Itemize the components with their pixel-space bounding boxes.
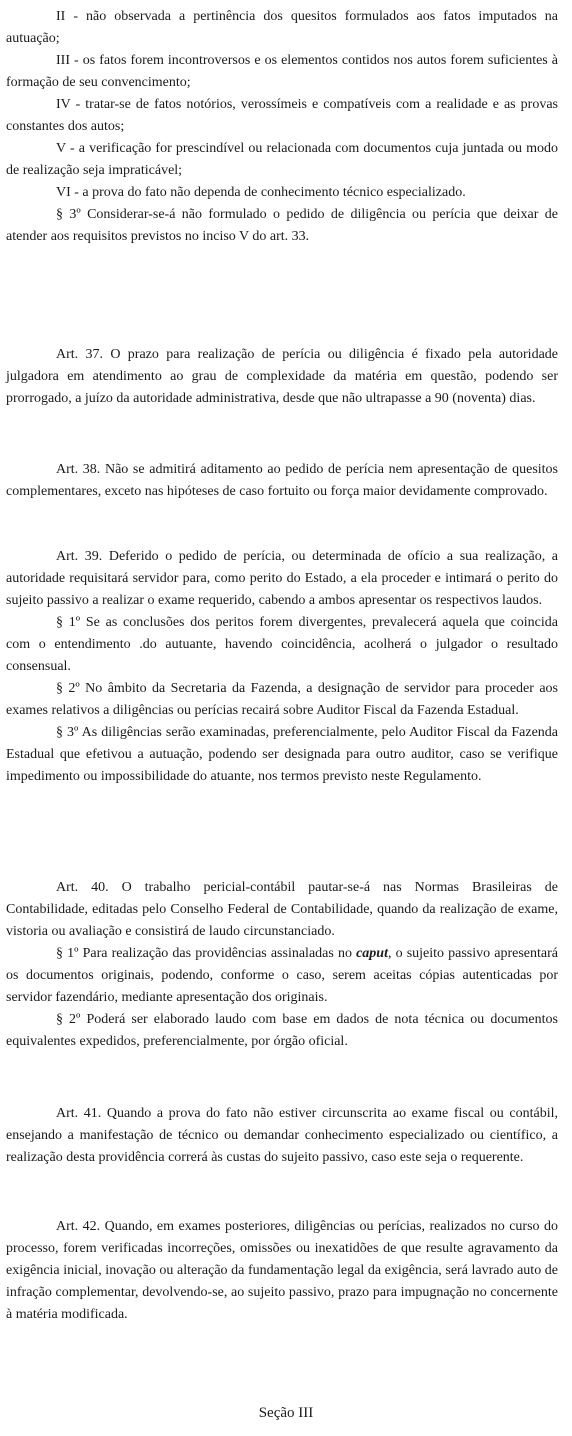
section-title: Seção III	[258, 1405, 314, 1421]
incisos-block	[6, 6, 558, 248]
inciso-ii: II - não observada a pertinência dos quesitos formulados aos fatos imputados na autuação;	[6, 9, 558, 46]
inciso-iii: III - os fatos forem incontroversos e os elementos contidos nos autos forem suficientes à formação de seu convencimento;	[6, 53, 558, 90]
art40-p1-caput: caput	[356, 946, 388, 961]
inciso-v: V - a verificação for prescindível ou relacionada com documentos cuja juntada ou modo de realização seja impraticável;	[6, 141, 558, 178]
art39-caput: Art. 39. Deferido o pedido de perícia, ou determinada de ofício a sua realização, a autoridade requisitará servidor para, como perito do Estado, a ela proceder e intimará o perito do sujeito passivo a realizar o exame requerido, cabendo a ambos apresentar os respectivos laudos.	[6, 549, 558, 608]
article-42	[6, 1216, 558, 1326]
article-40	[6, 877, 558, 1053]
art39-p3: § 3º As diligências serão examinadas, preferencialmente, pelo Auditor Fiscal da Fazenda Estadual que efetivou a autuação, podendo ser designada para outro auditor, caso se verifique impedimento ou impossibilidade do atuante, nos termos previsto neste Regulamento.	[6, 725, 558, 784]
art40-p1	[6, 943, 558, 1009]
art38-text: Art. 38. Não se admitirá aditamento ao pedido de perícia nem apresentação de quesitos complementares, exceto nas hipóteses de caso fortuito ou força maior devidamente comprovado.	[6, 462, 558, 499]
art39-p1: § 1º Se as conclusões dos peritos forem divergentes, prevalecerá aquela que coincida com o entendimento .do autuante, havendo coincidência, acolherá o julgador o resultado consensual.	[6, 615, 558, 674]
art40-caput: Art. 40. O trabalho pericial-contábil pautar-se-á nas Normas Brasileiras de Contabilidade, editadas pelo Conselho Federal de Contabilidade, quando da realização de exame, vistoria ou avaliação e consistirá de laudo circunstanciado.	[6, 880, 558, 939]
art39-p2: § 2º No âmbito da Secretaria da Fazenda, a designação de servidor para proceder aos exames relativos a diligências ou perícias recairá sobre Auditor Fiscal da Fazenda Estadual.	[6, 681, 558, 718]
art41-text: Art. 41. Quando a prova do fato não estiver circunscrita ao exame fiscal ou contábil, ensejando a manifestação de técnico ou demandar conhecimento especializado ou científico, a realização desta providência correrá às custas do sujeito passivo, caso este seja o requerente.	[6, 1106, 558, 1165]
article-41	[6, 1103, 558, 1169]
art40-p2: § 2º Poderá ser elaborado laudo com base em dados de nota técnica ou documentos equivalentes expedidos, preferencialmente, por órgão oficial.	[6, 1012, 558, 1049]
art40-p1-after: , o sujeito passivo apresentará os documentos originais, podendo, conforme o caso, serem aceitas cópias autenticadas por servidor fazendário, mediante apresentação dos originais.	[6, 946, 558, 1005]
inciso-vi: VI - a prova do fato não dependa de conhecimento técnico especializado.	[56, 185, 466, 200]
paragraph-3: § 3º Considerar-se-á não formulado o pedido de diligência ou perícia que deixar de atender aos requisitos previstos no inciso V do art. 33.	[6, 207, 558, 244]
article-38	[6, 459, 558, 503]
inciso-iv: IV - tratar-se de fatos notórios, verossímeis e compatíveis com a realidade e as provas constantes dos autos;	[6, 97, 558, 134]
art37-text: Art. 37. O prazo para realização de perícia ou diligência é fixado pela autoridade julgadora em atendimento ao grau de complexidade da matéria em questão, podendo ser prorrogado, a juízo da autoridade administrativa, desde que não ultrapasse a 90 (noventa) dias.	[6, 347, 558, 406]
art42-text: Art. 42. Quando, em exames posteriores, diligências ou perícias, realizados no curso do processo, forem verificadas incorreções, omissões ou inexatidões de que resulte agravamento da exigência inicial, inovação ou alteração da fundamentação legal da exigência, será lavrado auto de infração complementar, devolvendo-se, ao sujeito passivo, prazo para impugnação no concernente à matéria modificada.	[6, 1219, 558, 1322]
art40-p1-before: § 1º Para realização das providências assinaladas no	[56, 946, 357, 961]
article-37	[6, 344, 558, 410]
article-39	[6, 546, 558, 788]
